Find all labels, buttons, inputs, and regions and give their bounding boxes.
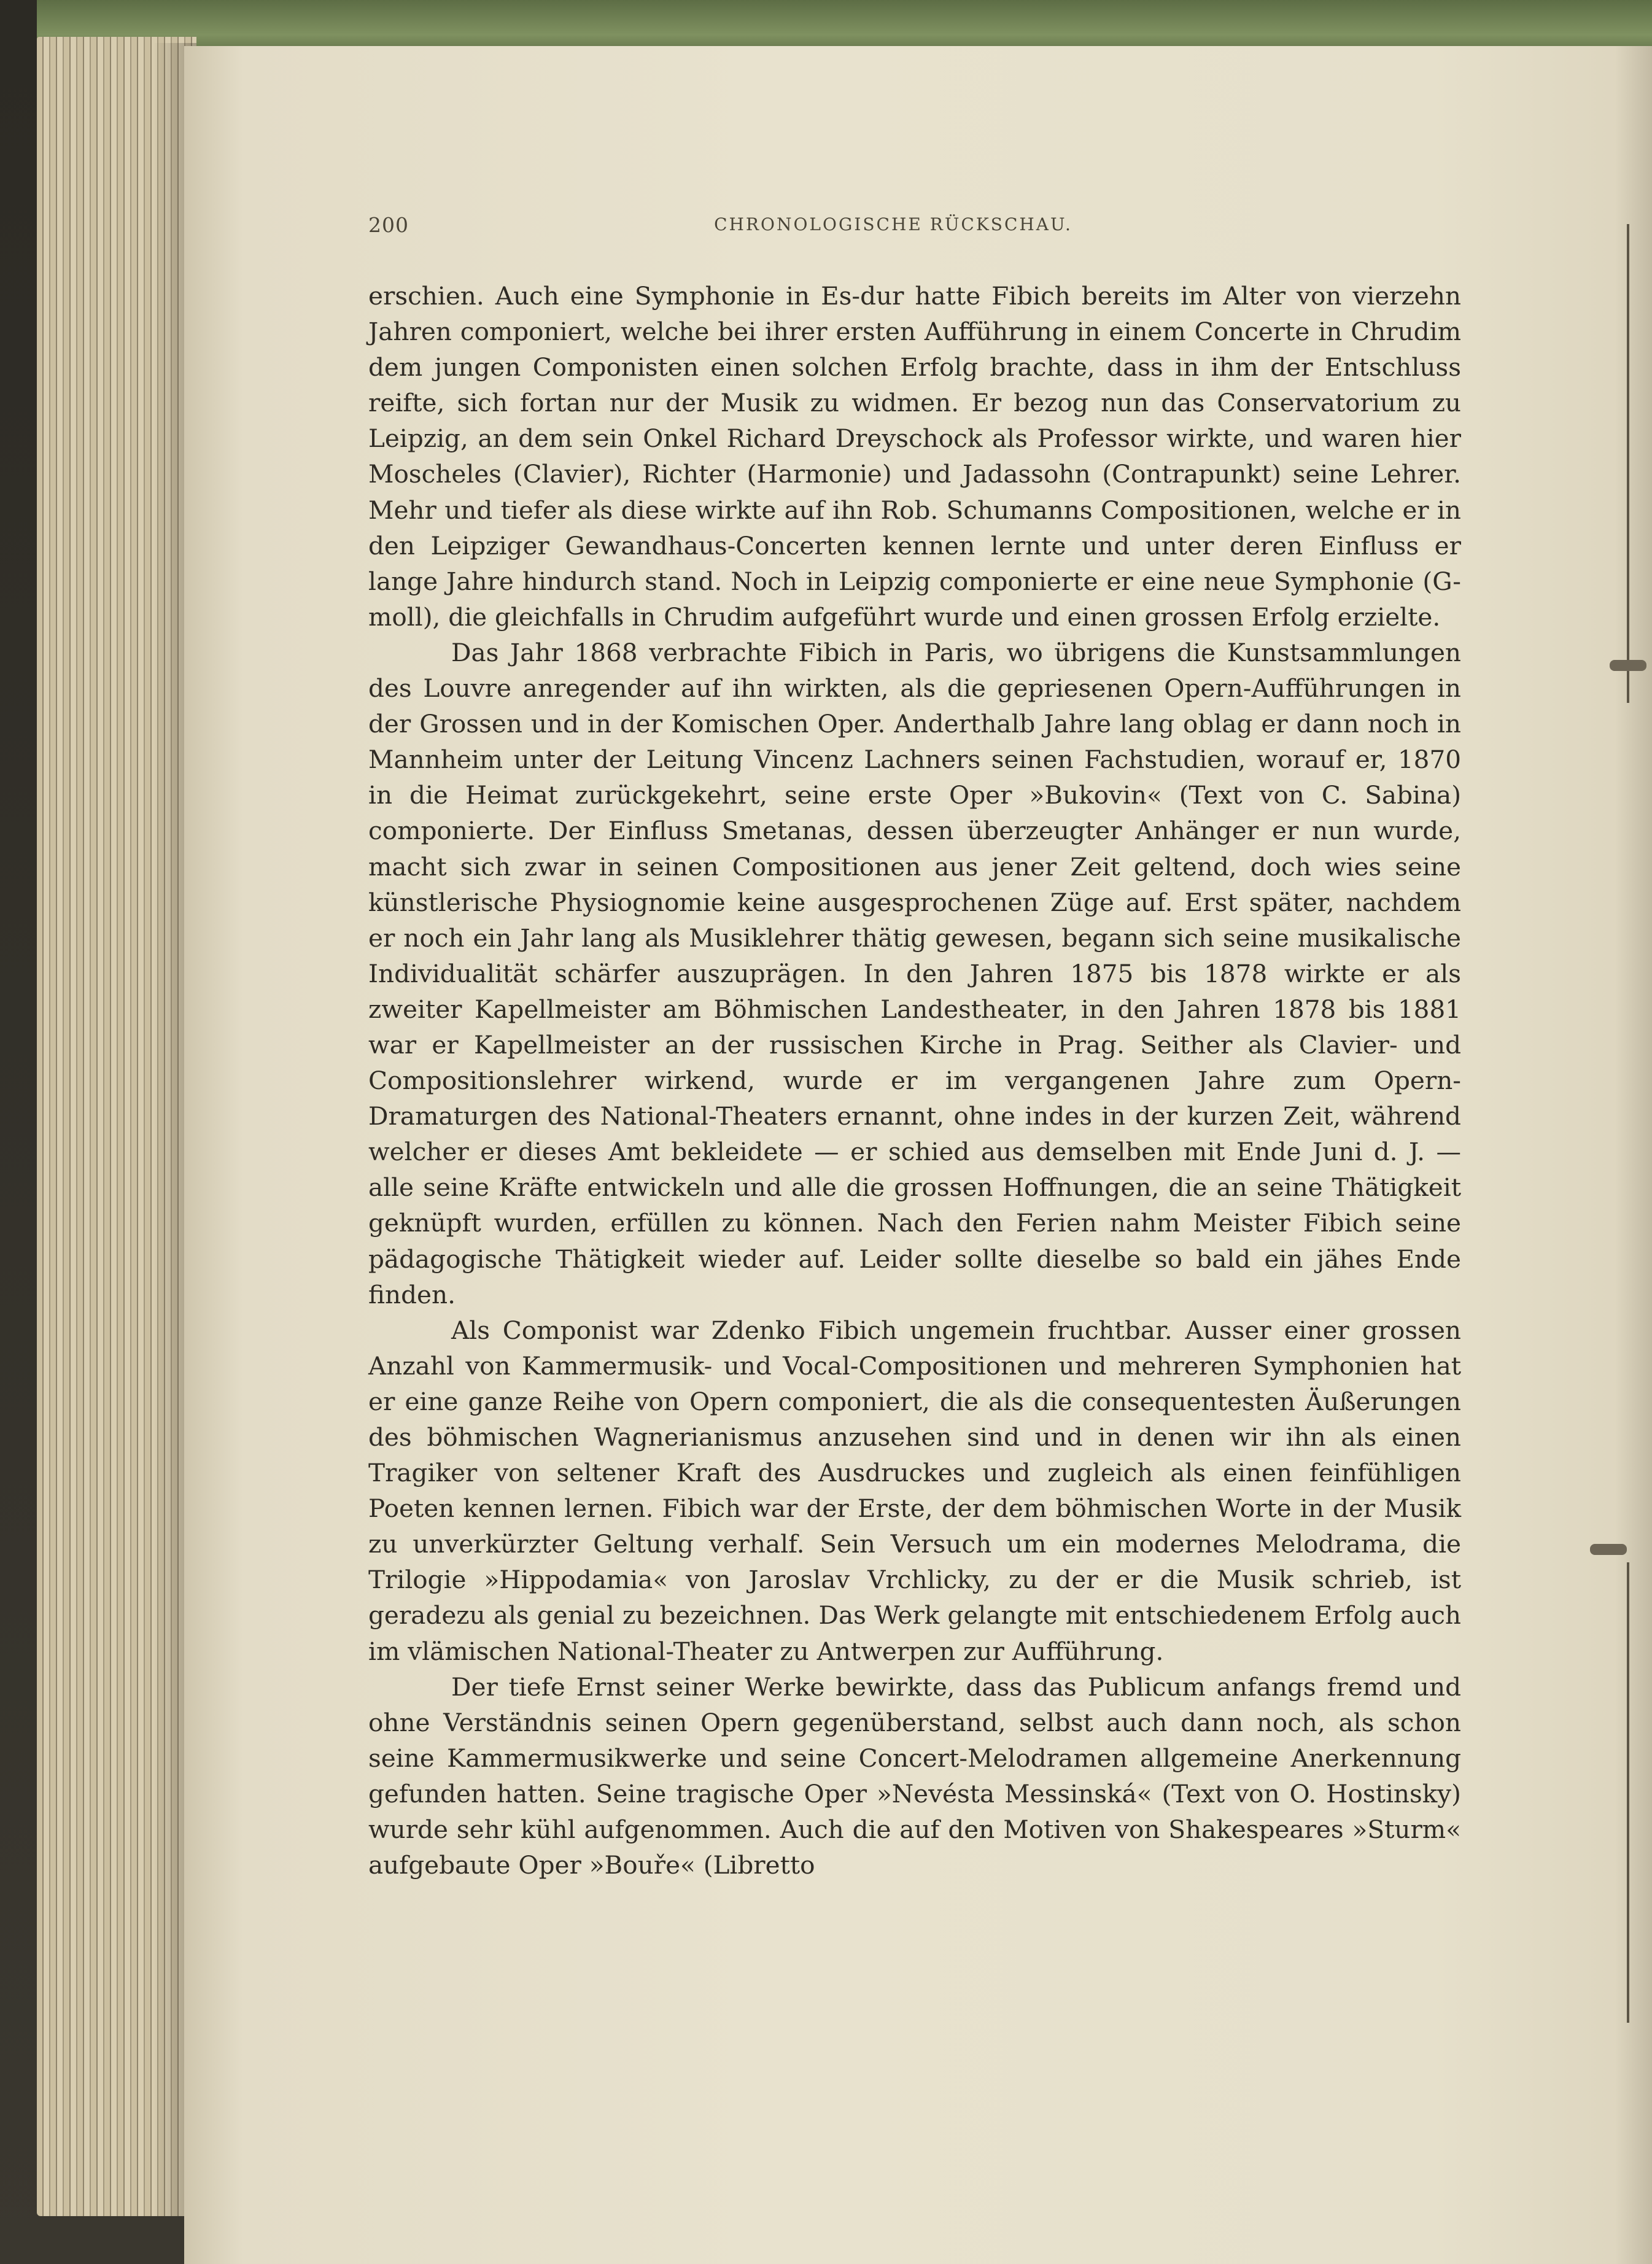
ribbon-mark-bottom xyxy=(1590,1544,1627,1555)
page-edge-shading xyxy=(1615,46,1652,2264)
paragraph-4: Der tiefe Ernst seiner Werke bewirkte, dass das Publicum anfangs fremd und ohne Verständnis seinen Opern gegenüberstand, selbst auch dann noch, als schon seine Kammermusikwerke und seine Concert-Melodramen allgemeine Anerkennung gefunden hatten. Seine tragische Oper »Nevésta Messinská« (Text von O. Hostinsky) wurde sehr kühl aufgenommen. Auch die auf den Motiven von Shakespeares »Sturm« aufgebaute Oper »Bouře« (Libretto xyxy=(368,1672,1461,1880)
page-header xyxy=(368,213,1418,240)
page-number: 200 xyxy=(368,213,409,237)
book-page xyxy=(184,46,1652,2264)
ribbon-mark-top xyxy=(1610,660,1646,671)
body-text xyxy=(368,278,1461,1883)
ribbon-thread-lower xyxy=(1627,1562,1629,2023)
running-head: CHRONOLOGISCHE RÜCKSCHAU. xyxy=(714,214,1072,235)
ribbon-thread xyxy=(1627,224,1629,703)
paragraph-2: Das Jahr 1868 verbrachte Fibich in Paris, wo übrigens die Kunstsammlungen des Louvre anregender auf ihn wirkten, als die gepriesenen Opern-Aufführungen in der Grossen und in der Komischen Oper. Anderthalb Jahre lang oblag er dann noch in Mannheim unter der Leitung Vincenz Lachners seinen Fachstudien, worauf er, 1870 in die Heimat zurückgekehrt, seine erste Oper »Bukovin« (Text von C. Sabina) componierte. Der Einfluss Smetanas, dessen überzeugter Anhänger er nun wurde, macht sich zwar in seinen Compositionen aus jener Zeit geltend, doch wies seine künstlerische Physiognomie keine ausgesprochenen Züge auf. Erst später, nachdem er noch ein Jahr lang als Musiklehrer thätig gewesen, begann sich seine musikalische Individualität schärfer auszuprägen. In den Jahren 1875 bis 1878 wirkte er als zweiter Kapellmeister am Böhmischen Landestheater, in den Jahren 1878 bis 1881 war er Kapellmeister an der russischen Kirche in Prag. Seither als Clavier- und Compositionslehrer wirkend, wurde er im vergangenen Jahre zum Opern-Dramaturgen des National-Theaters ernannt, ohne indes in der kurzen Zeit, während welcher er dieses Amt bekleidete — er schied aus demselben mit Ende Juni d. J. — alle seine Kräfte entwickeln und alle die grossen Hoffnungen, die an seine Thätigkeit geknüpft wurden, erfüllen zu können. Nach den Ferien nahm Meister Fibich seine pädagogische Thätigkeit wieder auf. Leider sollte dieselbe so bald ein jähes Ende finden. xyxy=(368,637,1461,1309)
paragraph-3: Als Componist war Zdenko Fibich ungemein fruchtbar. Ausser einer grossen Anzahl von Kammermusik- und Vocal-Compositionen und mehreren Symphonien hat er eine ganze Reihe von Opern componiert, die als die consequentesten Äußerungen des böhmischen Wagnerianismus anzusehen sind und in denen wir ihn als einen Tragiker von seltener Kraft des Ausdruckes und zugleich als einen feinfühligen Poeten kennen lernen. Fibich war der Erste, der dem böhmischen Worte in der Musik zu unverkürzter Geltung verhalf. Sein Versuch um ein modernes Melodrama, die Trilogie »Hippodamia« von Jaroslav Vrchlicky, zu der er die Musik schrieb, ist geradezu als genial zu bezeichnen. Das Werk gelangte mit entschiedenem Erfolg auch im vlämischen National-Theater zu Antwerpen zur Aufführung. xyxy=(368,1315,1461,1666)
paragraph-1: erschien. Auch eine Symphonie in Es-dur hatte Fibich bereits im Alter von vierzehn Jahren componiert, welche bei ihrer ersten Aufführung in einem Concerte in Chrudim dem jungen Componisten einen solchen Erfolg brachte, dass in ihm der Entschluss reifte, sich fortan nur der Musik zu widmen. Er bezog nun das Conservatorium zu Leipzig, an dem sein Onkel Richard Dreyschock als Professor wirkte, und waren hier Moscheles (Clavier), Richter (Harmonie) und Jadassohn (Contrapunkt) seine Lehrer. Mehr und tiefer als diese wirkte auf ihn Rob. Schumanns Compositionen, welche er in den Leipziger Gewandhaus-Concerten kennen lernte und unter deren Einfluss er lange Jahre hindurch stand. Noch in Leipzig componierte er eine neue Symphonie (G-moll), die gleichfalls in Chrudim aufgeführt wurde und einen grossen Erfolg erzielte. xyxy=(368,281,1461,632)
